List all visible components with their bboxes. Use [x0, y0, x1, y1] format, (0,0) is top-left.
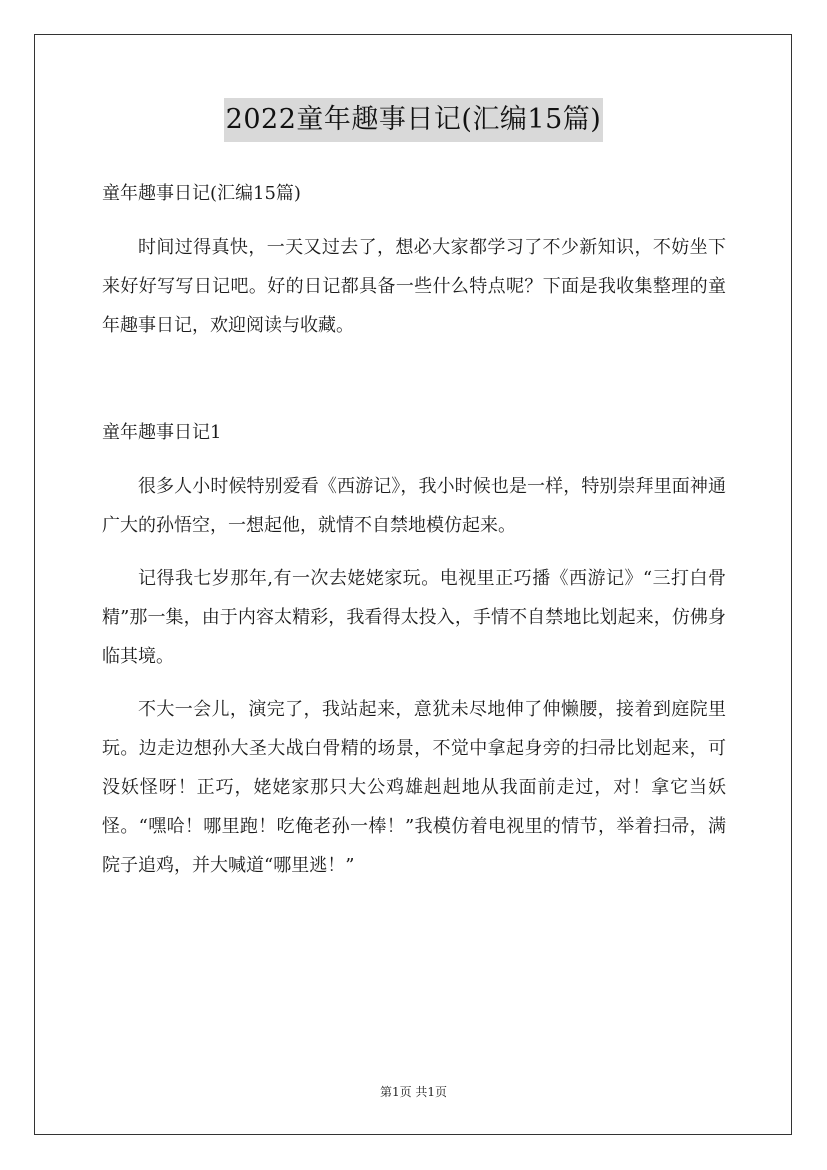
intro-paragraph: 时间过得真快，一天又过去了，想必大家都学习了不少新知识，不妨坐下来好好写写日记吧。好的日记都具备一些什么特点呢？下面是我收集整理的童年趣事日记，欢迎阅读与收藏。: [102, 237, 726, 336]
document-title: 2022童年趣事日记(汇编15篇): [224, 98, 604, 142]
title-container: [0, 98, 827, 142]
document-subtitle: 童年趣事日记(汇编15篇): [102, 183, 301, 204]
body-paragraph-2: 记得我七岁那年,有一次去姥姥家玩。电视里正巧播《西游记》“三打白骨精”那一集，由于内容太精彩，我看得太投入，手情不自禁地比划起来，仿佛身临其境。: [102, 568, 726, 667]
document-body: [102, 174, 726, 899]
page-footer: 第1页 共1页: [379, 1085, 448, 1099]
section-heading: 童年趣事日记1: [102, 422, 222, 443]
body-paragraph-3: 不大一会儿，演完了，我站起来，意犹未尽地伸了伸懒腰，接着到庭院里玩。边走边想孙大圣大战白骨精的场景，不觉中拿起身旁的扫帚比划起来，可没妖怪呀！正巧，姥姥家那只大公鸡雄赳赳地从我面前走过，对！拿它当妖怪。“嘿哈！哪里跑！吃俺老孙一棒！”我模仿着电视里的情节，举着扫帚，满院子追鸡，并大喊道“哪里逃！”: [102, 699, 726, 876]
body-paragraph-1: 很多人小时候特别爱看《西游记》，我小时候也是一样，特别崇拜里面神通广大的孙悟空，一想起他，就情不自禁地模仿起来。: [102, 476, 726, 536]
